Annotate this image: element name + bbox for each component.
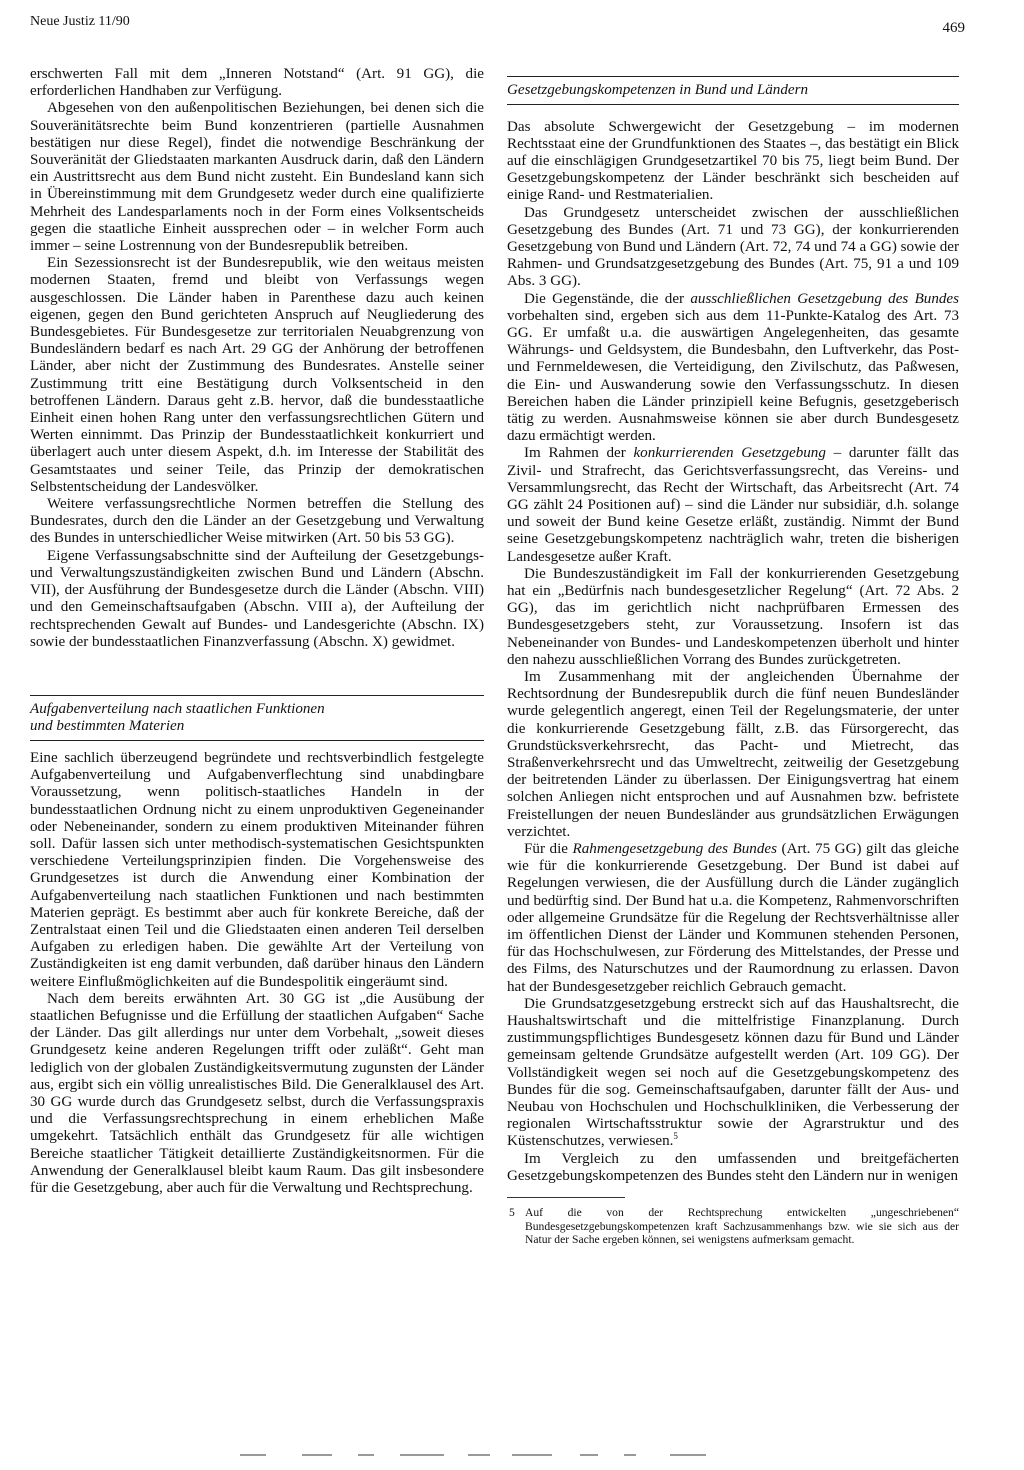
emphasis: Rahmengesetzgebung des Bundes bbox=[572, 841, 777, 858]
paragraph: Nach dem bereits erwähnten Art. 30 GG ist „die Ausübung der staatlichen Befugnisse und die Erfüllung der staatlichen Aufgaben“ Sache der Länder. Das gilt allerdings nur unter dem Vorbehalt, „soweit dieses Grundgesetz keine anderen Regelungen trifft oder zuläßt“. Geht man lediglich von der globalen Zuständigkeitsvermutung zugunsten der Länder aus, ergibt sich ein völlig unrealistisches Bild. Die Generalklausel des Art. 30 GG wurde durch das Grundgesetz selbst, durch die Verfassungspraxis und die Verfassungsrechtsprechung in einem erheblichen Maße umgekehrt. Tatsächlich enthält das Grundgesetz für alle wichtigen Bereiche staatlicher Tätigkeit detaillierte Zuständigkeitsnormen. Für die Anwendung der Generalklausel bleibt kaum Raum. Das gilt insbesondere für die Gesetzgebung, aber auch für die Verwaltung und Rechtsprechung. bbox=[30, 990, 484, 1196]
text-run: Die Grundsatzgesetzgebung erstreckt sich auf das Haushaltsrecht, die Haushaltswirtschaft und die mittelfristige Finanzplanung. Durch zustimmungspflichtiges Bundesgesetz können dazu für Bund und Länder gemeinsam geltende Grundsätze aufgestellt werden (Art. 109 GG). Der Vollständigkeit wegen sei noch auf die Gesetzgebungskompetenz des Bundes für die sog. Gemeinschaftsaufgaben, darunter fällt der Aus- und Neubau von Hochschulen und Hochschulkliniken, die Verbesserung der regionalen Wirtschaftsstruktur sowie der Agrarstruktur und des Küstenschutzes, verwiesen. bbox=[507, 995, 959, 1150]
paragraph bbox=[507, 291, 959, 446]
footnote bbox=[507, 1206, 959, 1247]
paragraph: Eine sachlich überzeugend begründete und rechtsverbindlich festgelegte Aufgabenverteilung und Aufgabenverflechtung sind unabdingbare Voraussetzung, wenn politisch-staatliches Handeln in der bundesstaatlichen Ordnung nicht zu einem unproduktiven Gegeneinander oder Nebeneinander, sondern zu einem produktiven Miteinander führen soll. Dafür lassen sich unter methodisch-systematischen Gesichtspunkten verschiedene Verteilungsprinzipien finden. Die Vorgehensweise des Grundgesetzes ist durch die Anwendung einer Kombination der Aufgabenverteilung nach staatlichen Funktionen und nach bestimmten Materien geprägt. Es bestimmt aber auch für konkrete Bereiche, daß der Zentralstaat einen Teil und die Gliedstaaten einen anderen Teil derselben Aufgaben zu erledigen haben. Die gewählte Art der Verteilung von Zuständigkeiten ist eng damit verbunden, daß darüber hinaus den Ländern weitere Einflußmöglichkeiten auf die Bundespolitik eingeräumt sind. bbox=[30, 749, 484, 990]
section-heading-box bbox=[30, 695, 484, 741]
footnote-reference: 5 bbox=[673, 1131, 678, 1142]
emphasis: ausschließlichen Gesetzgebung des Bundes bbox=[690, 290, 959, 307]
running-head: Neue Justiz 11/90 bbox=[30, 14, 130, 29]
text-run: – darunter fällt das Zivil- und Strafrecht, das Gerichtsverfassungsrecht, das Vereins- und Versammlungsrecht, das Recht der Wirtschaft, das Arbeitsrecht (Art. 74 GG zählt 24 Positionen auf) – sind die Länder nur subsidiär, d.h. solange und soweit der Bund keine Gesetze erläßt, zuständig. Nimmt der Bund seine Gesetzgebungskompetenz nachträglich wahr, treten die bisherigen Landesgesetze außer Kraft. bbox=[507, 445, 959, 565]
paragraph: Im Zusammenhang mit der angleichenden Übernahme der Rechtsordnung der Bundesrepublik durch die fünf neuen Bundesländer wurde gelegentlich angeregt, einen Teil der Regelungsmaterie, der unter die konkurrierende Gesetzgebung fällt, z.B. das Fürsorgerecht, das Grundstücksverkehrsrecht, das Pacht- und Mietrecht, das Straßenverkehrsrecht und das Umweltrecht, zeitweilig der Gesetzgebung der beitretenden Länder zu überlassen. Der Einigungsvertrag hat einem solchen Anliegen nicht entsprochen und auf Ausnahmen bzw. befristete Freistellungen der neuen Bundesländer aus grundsätzlichen Erwägungen verzichtet. bbox=[507, 669, 959, 840]
paragraph: erschwerten Fall mit dem „Inneren Notstand“ (Art. 91 GG), die erforderlichen Handhaben zur Verfügung. bbox=[30, 66, 484, 100]
section-title: Gesetzgebungskompetenzen in Bund und Ländern bbox=[507, 82, 808, 98]
paragraph: Eigene Verfassungsabschnitte sind der Aufteilung der Gesetzgebungs- und Verwaltungszuständigkeiten zwischen Bund und Ländern (Abschn. VII), der Ausführung der Bundesgesetze durch die Länder (Abschn. VIII) und den Gemeinschaftsaufgaben (Abschn. VIII a), der Aufteilung der rechtsprechenden Gewalt auf Bundes- und Landesgerichte (Abschn. IX) sowie der bundesstaatlichen Finanzverfassung (Abschn. X) gewidmet. bbox=[30, 547, 484, 650]
footnote-number: 5 bbox=[509, 1206, 515, 1220]
section-heading-box bbox=[507, 76, 959, 105]
text-run: Die Gegenstände, die der bbox=[524, 290, 691, 307]
paragraph: Abgesehen von den außenpolitischen Beziehungen, bei denen sich die Souveränitätsrechte beim Bund konzentrieren (partielle Ausnahmen bestätigen nur diese Regel), findet die notwendige Beschränkung der Souveränität der Gliedstaaten markanten Ausdruck darin, daß den Ländern ein Austrittsrecht aus dem Bund nicht zusteht. Ein Bundesland kann sich in Übereinstimmung mit dem Grundgesetz weder durch eine qualifizierte Mehrheit des Landesparlaments noch in der Form eines Volksentscheids gegen die staatliche Einheit aussprechen oder – in welcher Form auch immer – seine Lostrennung von der Bundesrepublik betreiben. bbox=[30, 100, 484, 255]
paragraph bbox=[507, 996, 959, 1151]
paragraph bbox=[507, 445, 959, 565]
footnote-text: Auf die von der Rechtsprechung entwickelten „ungeschriebenen“ Bundesgesetzgebungskompetenzen kraft Sachzusammenhangs bzw. wie sie sich aus der Natur der Sache ergeben können, sei wenigstens aufmerksam gemacht. bbox=[525, 1206, 959, 1247]
text-run: vorbehalten sind, ergeben sich aus dem 11-Punkte-Katalog des Art. 73 GG. Er umfaßt u.a. die auswärtigen Angelegenheiten, das gesamte Währungs- und Geldsystem, die Bundesbahn, den Luftverkehr, das Post- und Fernmeldewesen, die Verteidigung, den Zivilschutz, das Paßwesen, die Ein- und Auswanderung sowie den Verfassungsschutz. In diesen Bereichen haben die Länder prinzipiell keine Befugnis, gesetzgeberisch tätig zu werden. Ausnahmsweise können sie aber durch Bundesgesetz dazu ermächtigt werden. bbox=[507, 307, 959, 445]
emphasis: konkurrierenden Gesetzgebung bbox=[633, 445, 826, 462]
section-title-line: und bestimmten Materien bbox=[30, 718, 185, 735]
page-header bbox=[30, 14, 965, 44]
paragraph: Das Grundgesetz unterscheidet zwischen der ausschließlichen Gesetzgebung des Bundes (Art. 71 und 73 GG), der konkurrierenden Gesetzgebung von Bund und Ländern (Art. 72, 74 und 74 a GG) sowie der Rahmen- und Grundsatzgesetzgebung des Bundes (Art. 75, 91 a und 109 Abs. 3 GG). bbox=[507, 204, 959, 290]
left-column bbox=[30, 66, 484, 1197]
paragraph bbox=[507, 841, 959, 996]
text-run: Für die bbox=[524, 841, 573, 858]
paragraph: Die Bundeszuständigkeit im Fall der konkurrierenden Gesetzgebung hat ein „Bedürfnis nach bundesgesetzlicher Regelung“ (Art. 72 Abs. 2 GG), das im gerichtlich nicht nachprüfbaren Ermessen des Bundesgesetzgebers steht, zur Voraussetzung. Insofern ist das Nebeneinander von Bundes- und Landeskompetenzen überholt und hinter den nahezu ausschließlichen Vorrang des Bundes zurückgetreten. bbox=[507, 565, 959, 668]
paragraph: Ein Sezessionsrecht ist der Bundesrepublik, wie den weitaus meisten modernen Staaten, fremd und bleibt von Verfassungs wegen ausgeschlossen. Die Länder haben in Parenthese dazu auch keinen eigenen, gegen den Bund gerichteten Anspruch auf Neugliederung des Bundesgebietes. Für Bundesgesetze zur territorialen Neuabgrenzung von Bundesländern bedarf es nach Art. 29 GG der Anhörung der betroffenen Länder, aber nicht der Zustimmung des Bundesrates. Anstelle seiner Zustimmung tritt eine Bestätigung durch Volksentscheid in den betroffenen Ländern. Daraus geht z.B. hervor, daß die bundesstaatliche Einheit einen hohen Rang unter den verfassungsrechtlichen Gütern und Werten einnimmt. Das Prinzip der Bundesstaatlichkeit konkurriert und überlagert auch unter diesem Aspekt, d.h. im Interesse der Stabilität des Gesamtstaates und seiner Teile, das Prinzip der demokratischen Selbstentscheidung der Landesvölker. bbox=[30, 255, 484, 495]
footnote-divider bbox=[507, 1197, 625, 1198]
paragraph: Im Vergleich zu den umfassenden und breitgefächerten Gesetzgebungskompetenzen des Bundes steht den Ländern nur in wenigen bbox=[507, 1150, 959, 1184]
scan-artifact bbox=[240, 1452, 800, 1458]
text-run: Im Rahmen der bbox=[524, 445, 634, 462]
page-number: 469 bbox=[942, 20, 965, 36]
paragraph: Weitere verfassungsrechtliche Normen betreffen die Stellung des Bundesrates, durch den die Länder an der Gesetzgebung und Verwaltung des Bundes in unterschiedlicher Weise mitwirken (Art. 50 bis 53 GG). bbox=[30, 496, 484, 547]
right-column bbox=[507, 76, 959, 1247]
section-title-line: Aufgabenverteilung nach staatlichen Funktionen bbox=[30, 700, 325, 717]
text-run: (Art. 75 GG) gilt das gleiche wie für die konkurrierende Gesetzgebung. Der Bund ist dabei auf Regelungen verwiesen, die der Ausfüllung durch die Länder zugänglich und bedürftig sind. Der Bund hat u.a. die Kompetenz, Rahmenvorschriften oder allgemeine Grundsätze für die Regelung der Rechtsverhältnisse aller im öffentlichen Dienst der Länder und Kommunen stehenden Personen, für das Hochschulwesen, zur Förderung des Mittelstandes, der Presse und des Films, des Naturschutzes und der Raumordnung zu erlassen. Davon hat der Bundesgesetzgeber reichlich Gebrauch gemacht. bbox=[507, 841, 959, 995]
paragraph: Das absolute Schwergewicht der Gesetzgebung – im modernen Rechtsstaat eine der Grundfunktionen des Staates –, das bestätigt ein Blick auf die einschlägigen Grundgesetzartikel 70 bis 75, liegt beim Bund. Der Gesetzgebungskompetenz der Länder beschränkt sich bescheiden auf einige Rand- und Restmaterialien. bbox=[507, 118, 959, 204]
